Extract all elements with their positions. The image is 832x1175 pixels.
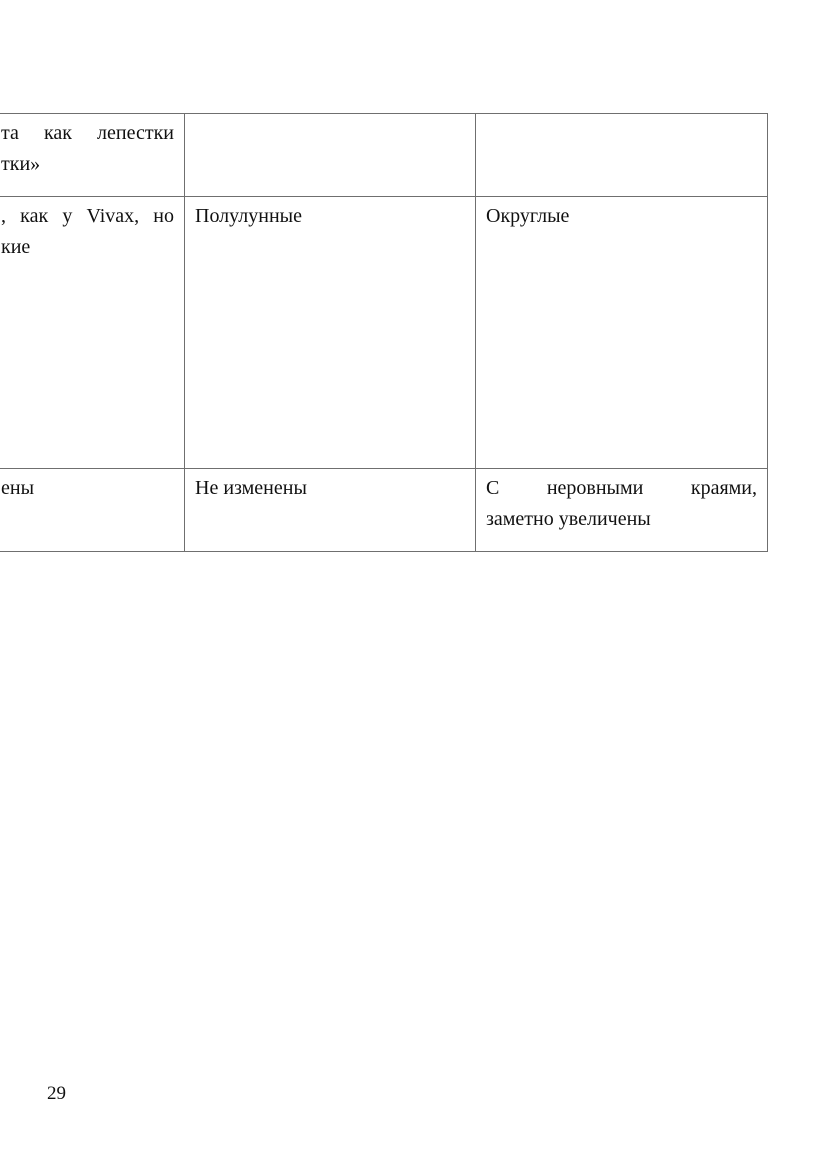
table-row [0, 197, 768, 469]
cell-text-line: заметно увеличены [486, 508, 651, 530]
table-cell [185, 197, 476, 469]
table-cell [0, 114, 185, 197]
table-cell [185, 469, 476, 552]
comparison-table [0, 113, 768, 552]
cell-text-line: Округлые [486, 205, 570, 227]
cell-text-line: С неровными краями, [486, 477, 757, 499]
page-number: 29 [47, 1083, 66, 1104]
cell-text-line: та как лепестки [1, 122, 174, 144]
table-cell [476, 197, 768, 469]
cell-text-line: тки» [1, 153, 41, 175]
table-cell [0, 469, 185, 552]
table-row [0, 114, 768, 197]
table-cell [185, 114, 476, 197]
cell-text-line: , как у Vivax, но [1, 205, 174, 227]
cell-text-line: ены [1, 477, 35, 499]
cell-text-line: Полулунные [195, 205, 302, 227]
cell-text-line: Не изменены [195, 477, 307, 499]
table-cell [0, 197, 185, 469]
table-cell [476, 114, 768, 197]
table-cell [476, 469, 768, 552]
cell-text-line: кие [1, 236, 31, 258]
table-row [0, 469, 768, 552]
